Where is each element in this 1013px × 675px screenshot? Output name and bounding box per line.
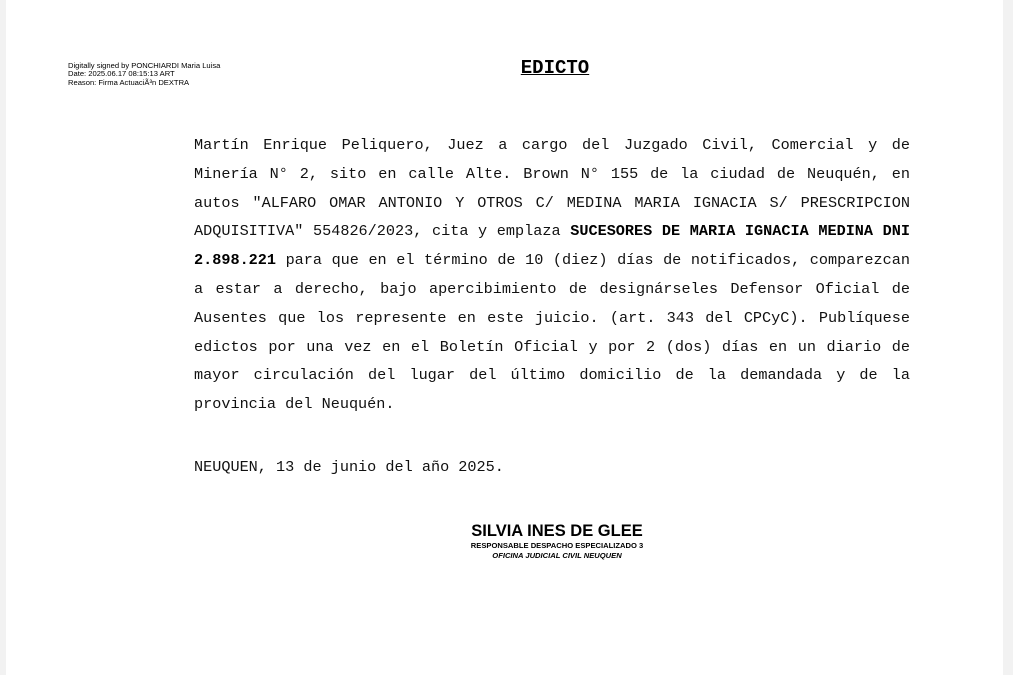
document-page (6, 0, 1003, 675)
signature-reason-line: Reason: Firma ActuaciÃ³n DEXTRA (68, 77, 190, 87)
edict-body (194, 131, 910, 419)
signer-block (442, 521, 672, 561)
body-text-bold: SUCESORES DE MARIA IGNACIA MEDINA DNI 2.898.221 (194, 222, 910, 270)
digital-signature-stamp (68, 62, 220, 87)
date-line: NEUQUEN, 13 de junio del año 2025. (194, 458, 504, 476)
document-title: EDICTO (520, 57, 590, 79)
signature-date-line: Date: 2025.06.17 08:15:13 ART (68, 69, 175, 79)
body-text-part2: para que en el término de 10 (diez) días de notificados, comparezcan a estar a derecho, bajo apercibimiento de designárseles Defensor Oficial de Ausentes que los represente en este juicio. (art. 343 del CPCyC). Publíquese edictos por una vez en el Boletín Oficial y por 2 (dos) días en un diario de mayor circulación del lugar del último domicilio de la demandada y de la provincia del Neuquén. (194, 251, 910, 414)
signer-role: RESPONSABLE DESPACHO ESPECIALIZADO 3 (470, 541, 644, 550)
body-text-part1: Martín Enrique Peliquero, Juez a cargo del Juzgado Civil, Comercial y de Minería N° 2, sito en calle Alte. Brown N° 155 de la ciudad de Neuquén, en autos "ALFARO OMAR ANTONIO Y OTROS C/ MEDINA MARIA IGNACIA S/ PRESCRIPCION ADQUISITIVA" 554826/2023, cita y emplaza (194, 136, 910, 241)
signature-signer-line: Digitally signed by PONCHIARDI Maria Luisa (68, 61, 221, 70)
signer-office: OFICINA JUDICIAL CIVIL NEUQUEN (492, 551, 622, 560)
signer-name: SILVIA INES DE GLEE (471, 522, 643, 540)
